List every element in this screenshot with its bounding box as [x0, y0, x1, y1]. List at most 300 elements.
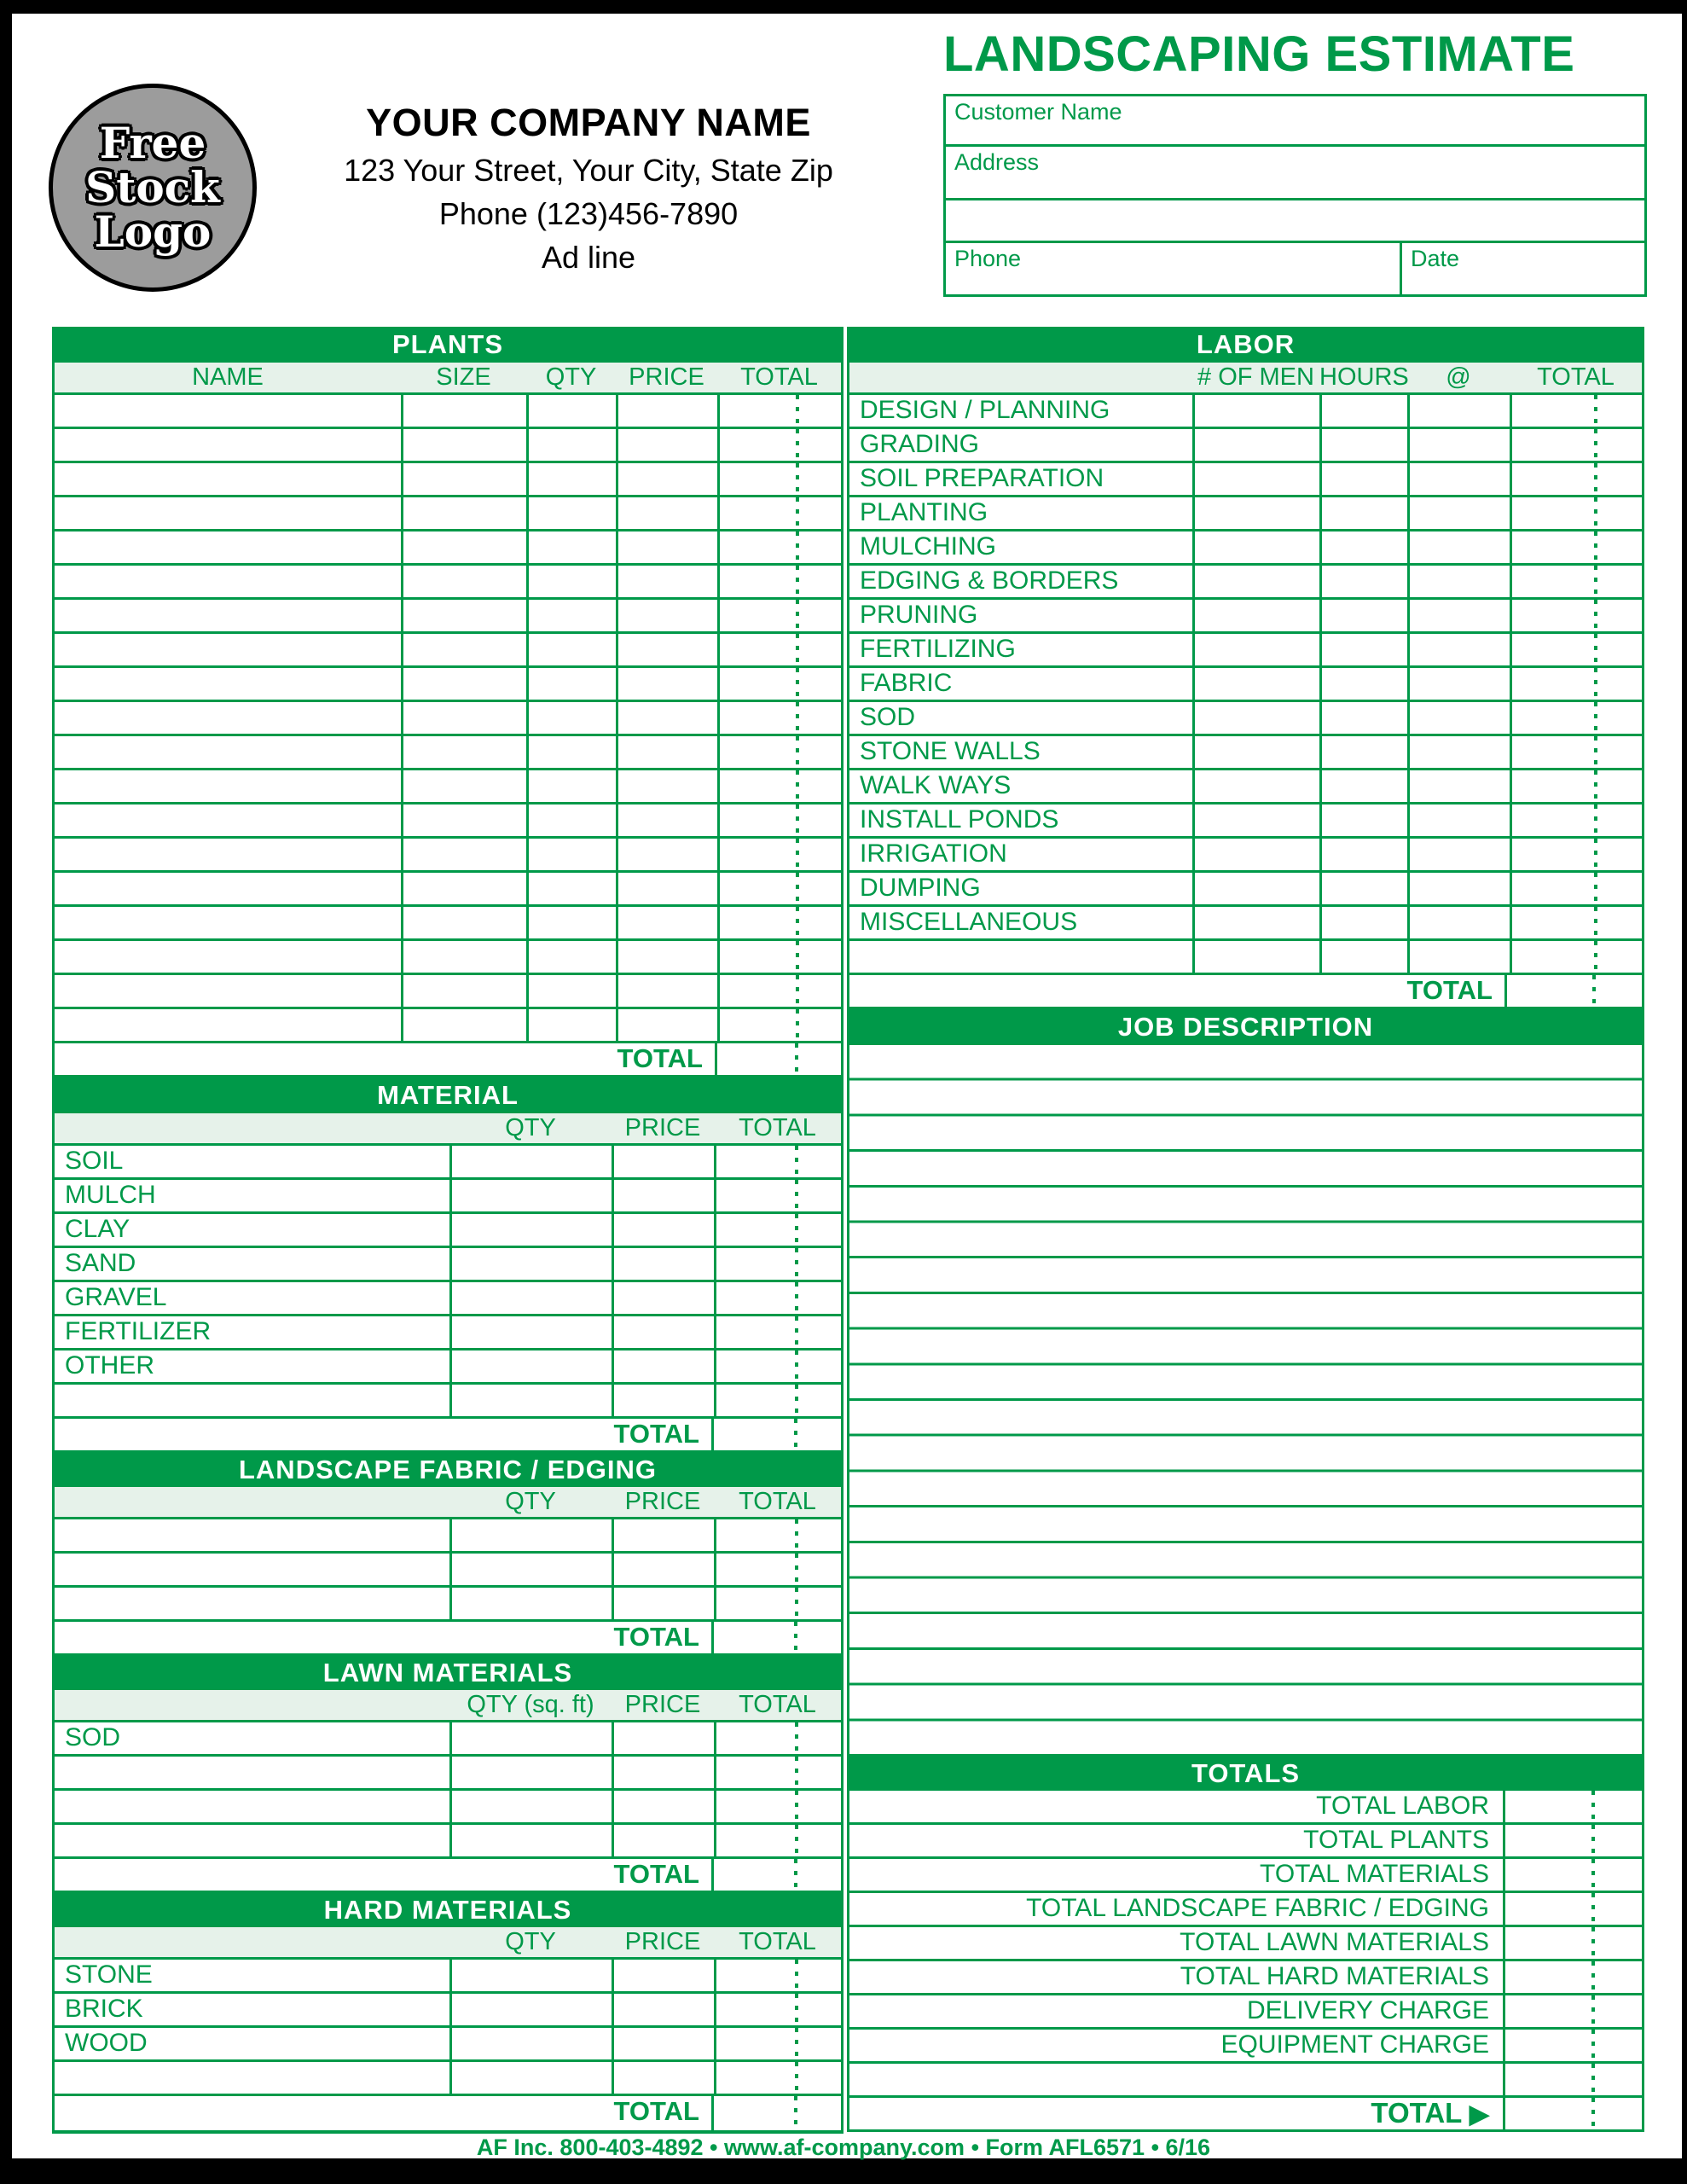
entry-cell[interactable] [401, 497, 526, 529]
total-entry-cell[interactable] [714, 1588, 841, 1619]
entry-cell[interactable] [449, 1722, 612, 1754]
name-entry-cell[interactable] [55, 907, 401, 938]
lawn-materials-section-header: LAWN MATERIALS [52, 1656, 844, 1690]
entry-cell[interactable] [616, 600, 717, 631]
entry-cell[interactable] [612, 2062, 714, 2094]
entry-cell[interactable] [526, 839, 616, 870]
grand-total-row [847, 2098, 1644, 2132]
grand-total-label [849, 2098, 1503, 2130]
name-entry-cell[interactable] [55, 634, 401, 665]
entry-cell[interactable] [401, 634, 526, 665]
total-entry-cell[interactable] [714, 1994, 841, 2025]
name-entry-cell[interactable] [55, 668, 401, 700]
entry-cell[interactable] [401, 1009, 526, 1041]
entry-cell[interactable] [449, 1316, 612, 1348]
entry-cell[interactable] [401, 531, 526, 563]
entry-cell[interactable] [1407, 839, 1510, 870]
entry-cell[interactable] [612, 1554, 714, 1585]
entry-cell[interactable] [1407, 736, 1510, 768]
table-row [52, 1385, 844, 1419]
entry-cell[interactable] [612, 1248, 714, 1280]
item-label-cell: STONE WALLS [860, 737, 1041, 765]
customer-phone-field[interactable] [946, 243, 1400, 294]
total-entry-cell[interactable] [717, 941, 841, 973]
totals-amount-cell[interactable] [1503, 1927, 1642, 1959]
total-entry-cell[interactable] [1510, 429, 1642, 461]
entry-cell[interactable] [449, 1180, 612, 1211]
table-row [52, 1180, 844, 1214]
item-label-cell: GRADING [860, 430, 980, 458]
name-entry-cell[interactable] [55, 497, 401, 529]
col-header-size: SIZE [436, 363, 491, 391]
col-header-hours: HOURS [1319, 363, 1409, 391]
entry-cell[interactable] [612, 1350, 714, 1382]
totals-amount-cell[interactable] [1503, 1859, 1642, 1891]
customer-date-field[interactable] [1400, 243, 1644, 294]
total-entry-cell[interactable] [714, 1248, 841, 1280]
entry-cell[interactable] [612, 1385, 714, 1416]
totals-amount-cell[interactable] [1503, 1825, 1642, 1856]
name-entry-cell[interactable] [55, 975, 401, 1007]
total-entry-cell[interactable] [714, 1350, 841, 1382]
entry-cell[interactable] [449, 1248, 612, 1280]
entry-cell[interactable] [1319, 463, 1407, 495]
item-label-cell: SOD [860, 703, 916, 731]
entry-cell[interactable] [526, 770, 616, 802]
entry-cell[interactable] [1192, 873, 1319, 904]
entry-cell[interactable] [1319, 600, 1407, 631]
totals-row [847, 1859, 1644, 1893]
entry-cell[interactable] [1407, 463, 1510, 495]
totals-amount-cell[interactable] [1503, 2030, 1642, 2061]
entry-cell[interactable] [1319, 531, 1407, 563]
name-entry-cell[interactable] [55, 1009, 401, 1041]
hard-materials-section-header: HARD MATERIALS [52, 1893, 844, 1927]
entry-cell[interactable] [526, 873, 616, 904]
total-entry-cell[interactable] [717, 770, 841, 802]
entry-cell[interactable] [616, 634, 717, 665]
item-label-cell: SAND [65, 1249, 136, 1277]
company-ad-line: Ad line [541, 240, 636, 275]
name-entry-cell[interactable] [55, 1757, 449, 1788]
total-entry-cell[interactable] [714, 1825, 841, 1856]
table-row [52, 907, 844, 941]
entry-cell[interactable] [526, 702, 616, 734]
table-row [52, 941, 844, 975]
entry-cell[interactable] [449, 1214, 612, 1246]
entry-cell[interactable] [526, 463, 616, 495]
total-entry-cell[interactable] [717, 429, 841, 461]
entry-cell[interactable] [1192, 634, 1319, 665]
name-entry-cell[interactable] [55, 770, 401, 802]
col-header-num-men: # OF MEN [1197, 363, 1314, 391]
labor-total-label: TOTAL [1406, 975, 1493, 1005]
entry-cell[interactable] [449, 1994, 612, 2025]
company-name: YOUR COMPANY NAME [366, 101, 811, 144]
hard-materials-total-cell[interactable] [711, 2096, 841, 2130]
entry-cell[interactable] [1319, 634, 1407, 665]
total-entry-cell[interactable] [717, 463, 841, 495]
entry-cell[interactable] [1192, 702, 1319, 734]
entry-cell[interactable] [616, 770, 717, 802]
totals-row [847, 1791, 1644, 1825]
entry-cell[interactable] [1407, 395, 1510, 427]
entry-cell[interactable] [449, 1519, 612, 1551]
entry-cell[interactable] [526, 600, 616, 631]
entry-cell[interactable] [1407, 531, 1510, 563]
entry-cell[interactable] [616, 975, 717, 1007]
table-row [52, 1825, 844, 1859]
entry-cell[interactable] [1407, 804, 1510, 836]
total-entry-cell[interactable] [717, 531, 841, 563]
entry-cell[interactable] [1319, 395, 1407, 427]
total-entry-cell[interactable] [714, 1554, 841, 1585]
entry-cell[interactable] [1407, 702, 1510, 734]
entry-cell[interactable] [526, 668, 616, 700]
entry-cell[interactable] [1192, 804, 1319, 836]
entry-cell[interactable] [401, 600, 526, 631]
entry-cell[interactable] [1319, 804, 1407, 836]
entry-cell[interactable] [526, 497, 616, 529]
entry-cell[interactable] [401, 975, 526, 1007]
total-entry-cell[interactable] [714, 1722, 841, 1754]
entry-cell[interactable] [1192, 463, 1319, 495]
totals-row-label: TOTAL LANDSCAPE FABRIC / EDGING [1026, 1894, 1489, 1922]
entry-cell[interactable] [1192, 531, 1319, 563]
entry-cell[interactable] [612, 1180, 714, 1211]
grand-total-cell[interactable] [1503, 2098, 1642, 2130]
entry-cell[interactable] [1192, 736, 1319, 768]
item-label-cell: CLAY [65, 1215, 130, 1243]
entry-cell[interactable] [616, 839, 717, 870]
material-rows [52, 1146, 844, 1419]
name-entry-cell[interactable] [55, 463, 401, 495]
entry-cell[interactable] [612, 1146, 714, 1177]
entry-cell[interactable] [526, 1009, 616, 1041]
labor-rows [847, 395, 1644, 975]
totals-amount-cell[interactable] [1503, 1893, 1642, 1925]
total-entry-cell[interactable] [1510, 839, 1642, 870]
total-entry-cell[interactable] [717, 907, 841, 938]
col-header-name: NAME [192, 363, 264, 391]
name-entry-cell[interactable] [55, 1385, 449, 1416]
entry-cell[interactable] [1407, 668, 1510, 700]
entry-cell[interactable] [1192, 941, 1319, 973]
entry-cell[interactable] [616, 736, 717, 768]
total-entry-cell[interactable] [1510, 804, 1642, 836]
entry-cell[interactable] [1192, 497, 1319, 529]
entry-cell[interactable] [1319, 429, 1407, 461]
totals-amount-cell[interactable] [1503, 1995, 1642, 2027]
entry-cell[interactable] [526, 941, 616, 973]
entry-cell[interactable] [1319, 702, 1407, 734]
name-entry-cell[interactable] [55, 1554, 449, 1585]
total-entry-cell[interactable] [714, 1214, 841, 1246]
col-header-total: TOTAL [740, 363, 818, 391]
total-entry-cell[interactable] [714, 1757, 841, 1788]
entry-cell[interactable] [1407, 634, 1510, 665]
name-entry-cell[interactable] [55, 1519, 449, 1551]
entry-cell[interactable] [612, 2028, 714, 2059]
entry-cell[interactable] [449, 1282, 612, 1314]
total-entry-cell[interactable] [717, 497, 841, 529]
total-entry-cell[interactable] [714, 1385, 841, 1416]
totals-amount-cell[interactable] [1503, 1791, 1642, 1822]
entry-cell[interactable] [526, 907, 616, 938]
job-description-area[interactable] [847, 1045, 1644, 1757]
total-entry-cell[interactable] [717, 566, 841, 597]
entry-cell[interactable] [612, 1214, 714, 1246]
entry-cell[interactable] [401, 873, 526, 904]
entry-cell[interactable] [1407, 566, 1510, 597]
material-total-cell[interactable] [711, 1419, 841, 1450]
totals-amount-cell[interactable] [1503, 1961, 1642, 1993]
total-entry-cell[interactable] [717, 634, 841, 665]
entry-cell[interactable] [616, 873, 717, 904]
name-entry-cell[interactable] [55, 839, 401, 870]
grand-total-text: TOTAL [1371, 2097, 1462, 2129]
entry-cell[interactable] [526, 804, 616, 836]
entry-cell[interactable] [616, 531, 717, 563]
entry-cell[interactable] [1407, 600, 1510, 631]
entry-cell[interactable] [616, 395, 717, 427]
entry-cell[interactable] [1192, 770, 1319, 802]
entry-cell[interactable] [616, 804, 717, 836]
entry-cell[interactable] [449, 1588, 612, 1619]
table-row [52, 736, 844, 770]
name-entry-cell[interactable] [55, 1825, 449, 1856]
entry-cell[interactable] [401, 429, 526, 461]
entry-cell[interactable] [1192, 907, 1319, 938]
entry-cell[interactable] [612, 1757, 714, 1788]
entry-cell[interactable] [612, 1791, 714, 1822]
total-entry-cell[interactable] [717, 600, 841, 631]
table-row [52, 1554, 844, 1588]
total-entry-cell[interactable] [717, 839, 841, 870]
name-entry-cell[interactable] [849, 941, 1192, 973]
col-header-qty: QTY [505, 1928, 556, 1955]
total-entry-cell[interactable] [714, 1282, 841, 1314]
lawn-materials-total-cell[interactable] [711, 1859, 841, 1891]
entry-cell[interactable] [1407, 770, 1510, 802]
table-row [847, 634, 1644, 668]
entry-cell[interactable] [616, 463, 717, 495]
total-entry-cell[interactable] [714, 2028, 841, 2059]
entry-cell[interactable] [616, 1009, 717, 1041]
entry-cell[interactable] [449, 1757, 612, 1788]
entry-cell[interactable] [526, 975, 616, 1007]
plants-rows [52, 395, 844, 1043]
entry-cell[interactable] [526, 566, 616, 597]
table-row [52, 668, 844, 702]
total-entry-cell[interactable] [717, 736, 841, 768]
totals-row-label: TOTAL MATERIALS [1260, 1860, 1489, 1888]
total-entry-cell[interactable] [714, 2062, 841, 2094]
entry-cell[interactable] [526, 531, 616, 563]
entry-cell[interactable] [401, 463, 526, 495]
total-entry-cell[interactable] [1510, 634, 1642, 665]
name-entry-cell[interactable] [55, 566, 401, 597]
right-column [847, 327, 1644, 2132]
customer-date-label: Date [1411, 246, 1460, 271]
entry-cell[interactable] [616, 907, 717, 938]
entry-cell[interactable] [1319, 907, 1407, 938]
table-row [52, 1248, 844, 1282]
entry-cell[interactable] [401, 736, 526, 768]
total-entry-cell[interactable] [714, 1519, 841, 1551]
entry-cell[interactable] [1407, 873, 1510, 904]
total-entry-cell[interactable] [717, 975, 841, 1007]
total-entry-cell[interactable] [714, 1180, 841, 1211]
entry-cell[interactable] [526, 634, 616, 665]
entry-cell[interactable] [401, 395, 526, 427]
entry-cell[interactable] [1319, 873, 1407, 904]
entry-cell[interactable] [449, 2028, 612, 2059]
entry-cell[interactable] [1319, 941, 1407, 973]
customer-phone-label: Phone [954, 246, 1022, 271]
customer-address-field[interactable] [946, 147, 1644, 200]
totals-row-label: EQUIPMENT CHARGE [1220, 2030, 1489, 2059]
customer-address2-field[interactable] [946, 200, 1644, 243]
entry-cell[interactable] [1407, 429, 1510, 461]
entry-cell[interactable] [1407, 907, 1510, 938]
total-entry-cell[interactable] [714, 1791, 841, 1822]
name-entry-cell[interactable] [55, 736, 401, 768]
name-entry-cell[interactable] [55, 804, 401, 836]
total-entry-cell[interactable] [1510, 395, 1642, 427]
total-entry-cell[interactable] [1510, 566, 1642, 597]
entry-cell[interactable] [1192, 429, 1319, 461]
total-entry-cell[interactable] [1510, 463, 1642, 495]
name-entry-cell[interactable] [55, 702, 401, 734]
entry-cell[interactable] [401, 804, 526, 836]
entry-cell[interactable] [1192, 395, 1319, 427]
total-entry-cell[interactable] [1510, 497, 1642, 529]
total-entry-cell[interactable] [1510, 736, 1642, 768]
name-entry-cell[interactable] [55, 1588, 449, 1619]
entry-cell[interactable] [401, 770, 526, 802]
total-entry-cell[interactable] [1510, 668, 1642, 700]
labor-total-cell[interactable] [1504, 975, 1642, 1007]
total-entry-cell[interactable] [717, 1009, 841, 1041]
entry-cell[interactable] [401, 566, 526, 597]
entry-cell[interactable] [616, 668, 717, 700]
entry-cell[interactable] [449, 2062, 612, 2094]
entry-cell[interactable] [449, 1960, 612, 1991]
totals-section-header: TOTALS [847, 1757, 1644, 1791]
name-entry-cell[interactable] [55, 429, 401, 461]
entry-cell[interactable] [401, 839, 526, 870]
total-entry-cell[interactable] [714, 1316, 841, 1348]
entry-cell[interactable] [612, 1722, 714, 1754]
name-entry-cell[interactable] [55, 600, 401, 631]
entry-cell[interactable] [616, 702, 717, 734]
entry-cell[interactable] [449, 1385, 612, 1416]
total-entry-cell[interactable] [717, 804, 841, 836]
entry-cell[interactable] [526, 429, 616, 461]
entry-cell[interactable] [1319, 736, 1407, 768]
plants-total-cell[interactable] [715, 1043, 841, 1075]
totals-row [847, 1927, 1644, 1961]
entry-cell[interactable] [612, 1825, 714, 1856]
entry-cell[interactable] [1319, 770, 1407, 802]
entry-cell[interactable] [449, 1146, 612, 1177]
table-row [52, 600, 844, 634]
total-entry-cell[interactable] [1510, 873, 1642, 904]
customer-name-field[interactable] [946, 96, 1644, 147]
total-entry-cell[interactable] [1510, 941, 1642, 973]
total-entry-cell[interactable] [1510, 702, 1642, 734]
entry-cell[interactable] [401, 941, 526, 973]
entry-cell[interactable] [612, 1316, 714, 1348]
name-entry-cell[interactable] [55, 531, 401, 563]
entry-cell[interactable] [612, 1282, 714, 1314]
total-entry-cell[interactable] [1510, 531, 1642, 563]
entry-cell[interactable] [449, 1554, 612, 1585]
total-entry-cell[interactable] [714, 1960, 841, 1991]
name-entry-cell[interactable] [55, 941, 401, 973]
name-entry-cell[interactable] [55, 395, 401, 427]
name-entry-cell[interactable] [55, 1791, 449, 1822]
total-entry-cell[interactable] [1510, 600, 1642, 631]
entry-cell[interactable] [616, 429, 717, 461]
entry-cell[interactable] [612, 1960, 714, 1991]
entry-cell[interactable] [1407, 497, 1510, 529]
name-entry-cell[interactable] [55, 873, 401, 904]
table-row [847, 429, 1644, 463]
entry-cell[interactable] [616, 566, 717, 597]
total-entry-cell[interactable] [717, 873, 841, 904]
table-row [52, 531, 844, 566]
entry-cell[interactable] [526, 736, 616, 768]
entry-cell[interactable] [1192, 839, 1319, 870]
entry-cell[interactable] [612, 1994, 714, 2025]
item-label-cell: SOD [65, 1723, 121, 1751]
entry-cell[interactable] [526, 395, 616, 427]
total-entry-cell[interactable] [717, 668, 841, 700]
entry-cell[interactable] [1407, 941, 1510, 973]
entry-cell[interactable] [449, 1825, 612, 1856]
entry-cell[interactable] [1319, 497, 1407, 529]
entry-cell[interactable] [449, 1791, 612, 1822]
total-entry-cell[interactable] [1510, 770, 1642, 802]
entry-cell[interactable] [1192, 600, 1319, 631]
entry-cell[interactable] [1192, 668, 1319, 700]
entry-cell[interactable] [612, 1519, 714, 1551]
entry-cell[interactable] [1319, 668, 1407, 700]
col-header-blank [55, 1487, 449, 1517]
total-entry-cell[interactable] [717, 395, 841, 427]
entry-cell[interactable] [1319, 839, 1407, 870]
entry-cell[interactable] [401, 668, 526, 700]
entry-cell[interactable] [1319, 566, 1407, 597]
entry-cell[interactable] [616, 941, 717, 973]
entry-cell[interactable] [1192, 566, 1319, 597]
material-section-header: MATERIAL [52, 1077, 844, 1113]
entry-cell[interactable] [401, 907, 526, 938]
total-entry-cell[interactable] [714, 1146, 841, 1177]
entry-cell[interactable] [616, 497, 717, 529]
entry-cell[interactable] [449, 1350, 612, 1382]
totals-blank-cell[interactable] [1503, 2064, 1642, 2095]
table-row [52, 804, 844, 839]
entry-cell[interactable] [612, 1588, 714, 1619]
total-entry-cell[interactable] [717, 702, 841, 734]
total-entry-cell[interactable] [1510, 907, 1642, 938]
name-entry-cell[interactable] [55, 2062, 449, 2094]
landscape-fabric-total-cell[interactable] [711, 1622, 841, 1653]
entry-cell[interactable] [401, 702, 526, 734]
